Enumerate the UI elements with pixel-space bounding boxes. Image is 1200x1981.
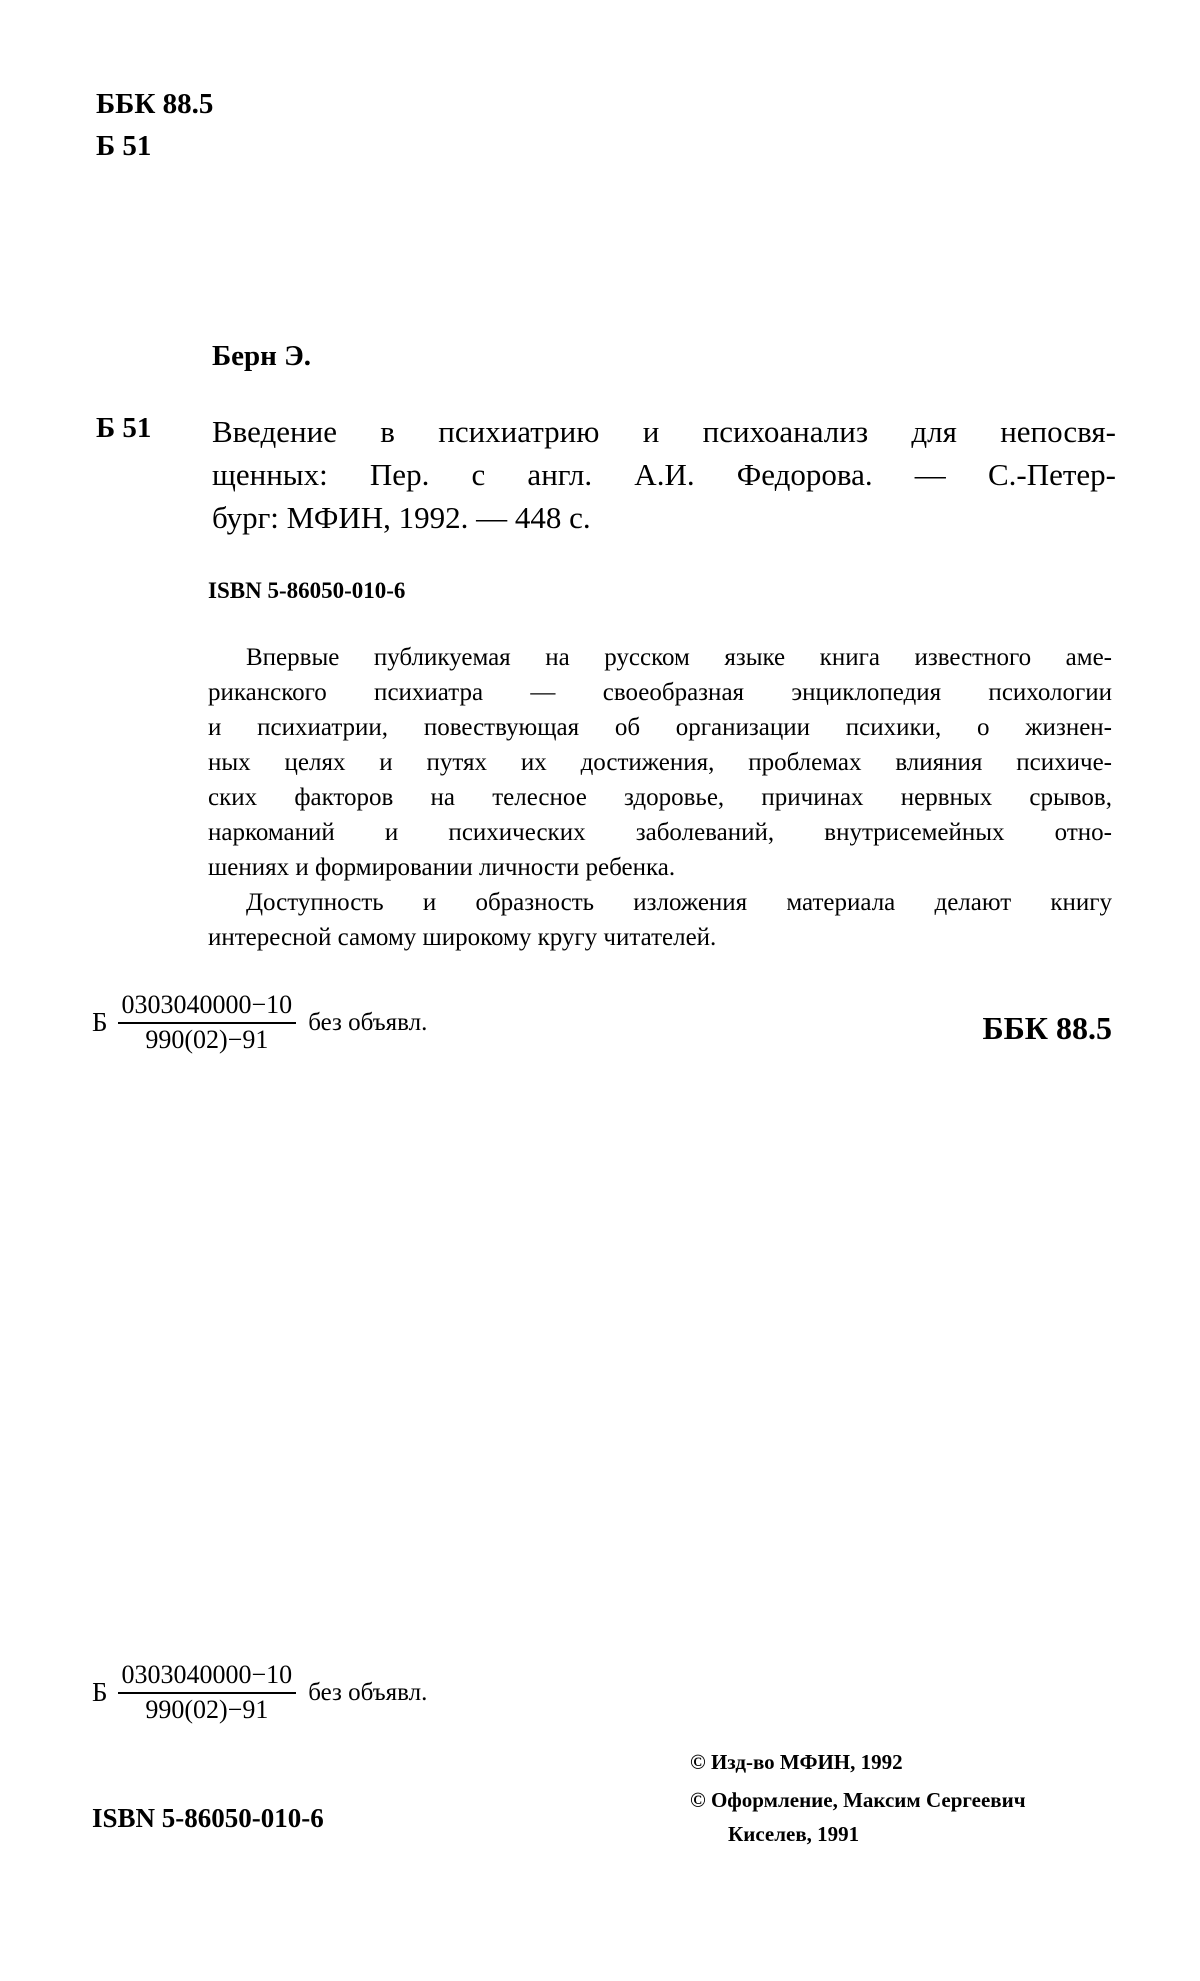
biblio-line: бург: МФИН, 1992. — 448 с. [212, 500, 591, 535]
annotation-line: Доступность и образность изложения материала делают книгу [246, 889, 1112, 916]
index-fraction [118, 990, 297, 1055]
author-name: Берн Э. [212, 340, 312, 372]
isbn: ISBN 5-86050-010-6 [208, 578, 406, 603]
biblio-line: щенных: Пер. с англ. А.И. Федорова. — С.-Петер- [212, 457, 1116, 492]
annotation-line: риканского психиатра — своеобразная энциклопедия психологии [208, 679, 1112, 706]
annotation-line: ских факторов на телесное здоровье, причинах нервных срывов, [208, 784, 1112, 811]
index-note: без объявл. [308, 1678, 428, 1706]
annotation-line: ных целях и путях их достижения, проблемах влияния психиче- [208, 749, 1112, 776]
index-denominator: 990(02)−91 [145, 1695, 269, 1724]
index-numerator: 0303040000−10 [118, 1660, 297, 1694]
annotation-line: шениях и формировании личности ребенка. [208, 854, 676, 881]
author-code: Б 51 [96, 412, 152, 444]
isbn-footer: ISBN 5-86050-010-6 [92, 1803, 324, 1833]
copyright-design: © Оформление, Максим Сергеевич [690, 1788, 1026, 1812]
bbk-header: ББК 88.5 [96, 88, 214, 120]
index-numerator: 0303040000−10 [118, 990, 297, 1024]
index-line-bottom [92, 1660, 427, 1725]
bbk-right: ББК 88.5 [982, 1010, 1112, 1046]
copyright-design-cont: Киселев, 1991 [728, 1822, 860, 1846]
biblio-line: Введение в психиатрию и психоанализ для непосвя- [212, 414, 1116, 449]
bibliographic-description [212, 410, 1116, 539]
author-code-header: Б 51 [96, 130, 152, 162]
index-letter: Б [92, 1677, 108, 1707]
annotation-line: Впервые публикуемая на русском языке книга известного аме- [246, 644, 1112, 671]
index-fraction [118, 1660, 297, 1725]
copyright-publisher: © Изд-во МФИН, 1992 [690, 1750, 903, 1774]
annotation-line: и психиатрии, повествующая об организации психики, о жизнен- [208, 714, 1112, 741]
annotation [208, 640, 1112, 955]
index-line-top [92, 990, 427, 1055]
annotation-line: интересной самому широкому кругу читателей. [208, 924, 717, 951]
index-letter: Б [92, 1007, 108, 1037]
annotation-line: наркоманий и психических заболеваний, внутрисемейных отно- [208, 819, 1112, 846]
index-note: без объявл. [308, 1008, 428, 1036]
index-denominator: 990(02)−91 [145, 1025, 269, 1054]
